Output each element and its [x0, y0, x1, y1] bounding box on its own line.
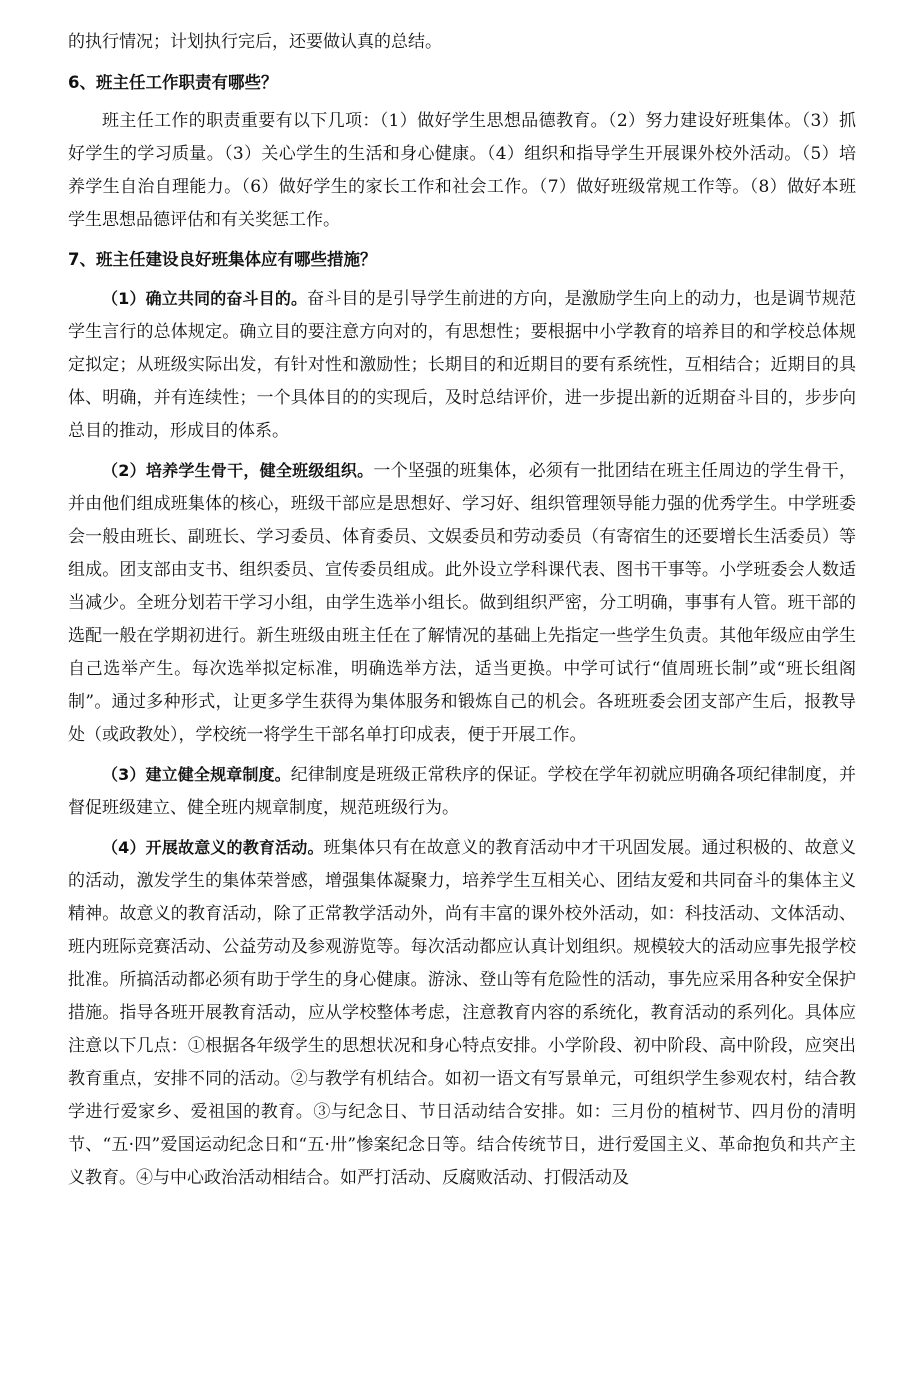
section-7-item-4: [68, 831, 856, 1195]
section-6-heading: 6、班主任工作职责有哪些？: [68, 73, 278, 92]
item-3-text: 纪律制度是班级正常秩序的保证。学校在学年初就应明确各项纪律制度，并督促班级建立、健全班内规章制度，规范班级行为。: [68, 765, 856, 818]
item-1-lead: （1）确立共同的奋斗目的。: [102, 289, 308, 308]
section-7-heading: 7、班主任建设良好班集体应有哪些措施？: [68, 250, 377, 269]
document-page: [68, 0, 856, 1195]
section-7-item-1: [68, 282, 856, 448]
item-1-text: 奋斗目的是引导学生前进的方向，是激励学生向上的动力，也是调节规范学生言行的总体规定。确立目的要注意方向对的，有思想性；要根据中小学教育的培养目的和学校总体规定拟定；从班级实际出发，有针对性和激励性；长期目的和近期目的要有系统性，互相结合；近期目的具体、明确，并有连续性；一个具体目的的实现后，及时总结评价，进一步提出新的近期奋斗目的，步步向总目的推动，形成目的体系。: [68, 289, 857, 441]
section-6-paragraph: 班主任工作的职责重要有以下几项：（1）做好学生思想品德教育。（2）努力建设好班集体。（3）抓好学生的学习质量。（3）关心学生的生活和身心健康。（4）组织和指导学生开展课外校外活动。（5）培养学生自治自理能力。（6）做好学生的家长工作和社会工作。（7）做好班级常规工作等。（8）做好本班学生思想品德评估和有关奖惩工作。: [68, 111, 856, 230]
item-3-lead: （3）建立健全规章制度。: [102, 765, 291, 784]
item-4-text: 班集体只有在故意义的教育活动中才干巩固发展。通过积极的、故意义的活动，激发学生的集体荣誉感，增强集体凝聚力，培养学生互相关心、团结友爱和共同奋斗的集体主义精神。故意义的教育活动，除了正常教学活动外，尚有丰富的课外校外活动，如：科技活动、文体活动、班内班际竞赛活动、公益劳动及参观游览等。每次活动都应认真计划组织。规模较大的活动应事先报学校批准。所搞活动都必须有助于学生的身心健康。游泳、登山等有危险性的活动，事先应采用各种安全保护措施。指导各班开展教育活动，应从学校整体考虑，注意教育内容的系统化，教育活动的系列化。具体应注意以下几点：①根据各年级学生的思想状况和身心特点安排。小学阶段、初中阶段、高中阶段，应突出教育重点，安排不同的活动。②与教学有机结合。如初一语文有写景单元，可组织学生参观农村，结合教学进行爱家乡、爱祖国的教育。③与纪念日、节日活动结合安排。如：三月份的植树节、四月份的清明节、“五·四”爱国运动纪念日和“五·卅”惨案纪念日等。结合传统节日，进行爱国主义、革命抱负和共产主义教育。④与中心政治活动相结合。如严打活动、反腐败活动、打假活动及: [68, 838, 856, 1188]
intro-line: 的执行情况；计划执行完后，还要做认真的总结。: [68, 32, 442, 52]
item-4-lead: （4）开展故意义的教育活动。: [102, 838, 324, 857]
item-2-lead: （2）培养学生骨干，健全班级组织。: [102, 461, 374, 480]
section-7-item-3: [68, 758, 856, 825]
item-2-text: 一个坚强的班集体，必须有一批团结在班主任周边的学生骨干，并由他们组成班集体的核心，班级干部应是思想好、学习好、组织管理领导能力强的优秀学生。中学班委会一般由班长、副班长、学习委员、体育委员、文娱委员和劳动委员（有寄宿生的还要增长生活委员）等组成。团支部由支书、组织委员、宣传委员组成。此外设立学科课代表、图书干事等。小学班委会人数适当减少。全班分划若干学习小组，由学生选举小组长。做到组织严密，分工明确，事事有人管。班干部的选配一般在学期初进行。新生班级由班主任在了解情况的基础上先指定一些学生负责。其他年级应由学生自己选举产生。每次选举拟定标准，明确选举方法，适当更换。中学可试行“值周班长制”或“班长组阁制”。通过多种形式，让更多学生获得为集体服务和锻炼自己的机会。各班班委会团支部产生后，报教导处（或政教处），学校统一将学生干部名单打印成表，便于开展工作。: [68, 461, 857, 745]
section-7-item-2: [68, 454, 856, 752]
